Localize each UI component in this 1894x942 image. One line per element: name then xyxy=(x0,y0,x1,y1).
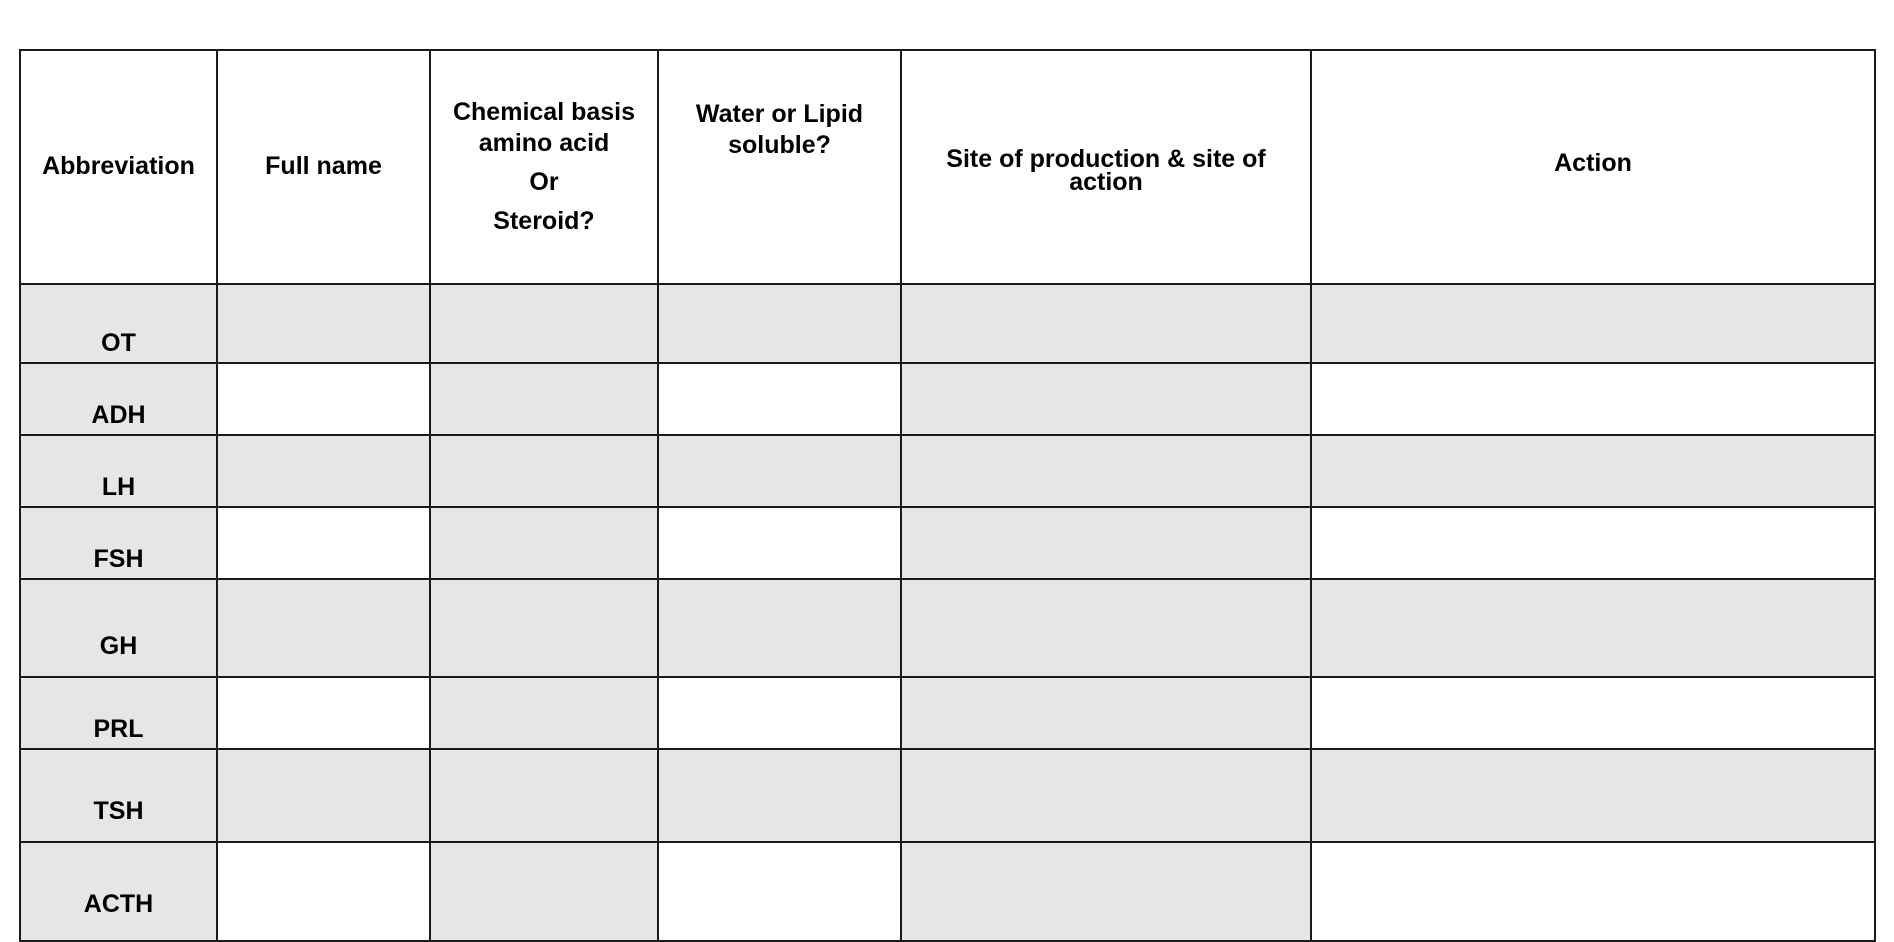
hormone-table xyxy=(19,49,1876,942)
abbreviation-cell: OT xyxy=(20,284,217,363)
header-chemical-basis-line4: Steroid? xyxy=(493,207,595,236)
full-name-cell[interactable] xyxy=(217,579,430,677)
solubility-cell[interactable] xyxy=(658,579,901,677)
solubility-cell[interactable] xyxy=(658,284,901,363)
abbreviation-cell: LH xyxy=(20,435,217,507)
header-site-line1: Site of production & site of xyxy=(946,144,1266,173)
abbreviation-cell: PRL xyxy=(20,677,217,749)
header-full-name-label: Full name xyxy=(265,152,382,181)
action-cell[interactable] xyxy=(1311,842,1875,941)
header-site xyxy=(901,50,1311,284)
full-name-cell[interactable] xyxy=(217,677,430,749)
action-cell[interactable] xyxy=(1311,579,1875,677)
site-cell[interactable] xyxy=(901,677,1311,749)
full-name-cell[interactable] xyxy=(217,507,430,579)
solubility-cell[interactable] xyxy=(658,363,901,435)
table-row xyxy=(20,579,1875,677)
header-full-name xyxy=(217,50,430,284)
site-cell[interactable] xyxy=(901,842,1311,941)
site-cell[interactable] xyxy=(901,284,1311,363)
action-cell[interactable] xyxy=(1311,677,1875,749)
chemical-basis-cell[interactable] xyxy=(430,284,658,363)
site-cell[interactable] xyxy=(901,363,1311,435)
solubility-cell[interactable] xyxy=(658,507,901,579)
chemical-basis-cell[interactable] xyxy=(430,363,658,435)
chemical-basis-cell[interactable] xyxy=(430,579,658,677)
header-action-label: Action xyxy=(1554,149,1632,178)
worksheet xyxy=(19,49,1874,942)
action-cell[interactable] xyxy=(1311,435,1875,507)
header-solubility xyxy=(658,50,901,284)
table-row xyxy=(20,435,1875,507)
table-row xyxy=(20,677,1875,749)
header-abbreviation-label: Abbreviation xyxy=(42,152,195,181)
abbreviation-cell: ACTH xyxy=(20,842,217,941)
solubility-cell[interactable] xyxy=(658,435,901,507)
action-cell[interactable] xyxy=(1311,749,1875,842)
table-row xyxy=(20,363,1875,435)
full-name-cell[interactable] xyxy=(217,363,430,435)
full-name-cell[interactable] xyxy=(217,842,430,941)
header-chemical-basis-line1: Chemical basis xyxy=(452,97,636,126)
chemical-basis-cell[interactable] xyxy=(430,507,658,579)
header-chemical-basis-line3: Or xyxy=(529,168,559,196)
full-name-cell[interactable] xyxy=(217,284,430,363)
abbreviation-cell: ADH xyxy=(20,363,217,435)
header-chemical-basis-line2: amino acid xyxy=(478,128,610,157)
table-row xyxy=(20,842,1875,941)
solubility-cell[interactable] xyxy=(658,842,901,941)
chemical-basis-cell[interactable] xyxy=(430,749,658,842)
table-row xyxy=(20,749,1875,842)
solubility-cell[interactable] xyxy=(658,749,901,842)
action-cell[interactable] xyxy=(1311,507,1875,579)
header-row xyxy=(20,50,1875,284)
abbreviation-cell: GH xyxy=(20,579,217,677)
site-cell[interactable] xyxy=(901,435,1311,507)
header-solubility-line1: Water or Lipid xyxy=(695,100,864,128)
action-cell[interactable] xyxy=(1311,363,1875,435)
site-cell[interactable] xyxy=(901,749,1311,842)
header-chemical-basis xyxy=(430,50,658,284)
header-site-line2: action xyxy=(1069,168,1143,196)
table-row xyxy=(20,507,1875,579)
solubility-cell[interactable] xyxy=(658,677,901,749)
header-abbreviation xyxy=(20,50,217,284)
site-cell[interactable] xyxy=(901,507,1311,579)
chemical-basis-cell[interactable] xyxy=(430,842,658,941)
abbreviation-cell: TSH xyxy=(20,749,217,842)
chemical-basis-cell[interactable] xyxy=(430,435,658,507)
chemical-basis-cell[interactable] xyxy=(430,677,658,749)
site-cell[interactable] xyxy=(901,579,1311,677)
table-row xyxy=(20,284,1875,363)
action-cell[interactable] xyxy=(1311,284,1875,363)
header-solubility-line2: soluble? xyxy=(728,131,831,160)
full-name-cell[interactable] xyxy=(217,749,430,842)
abbreviation-cell: FSH xyxy=(20,507,217,579)
header-action xyxy=(1311,50,1875,284)
full-name-cell[interactable] xyxy=(217,435,430,507)
